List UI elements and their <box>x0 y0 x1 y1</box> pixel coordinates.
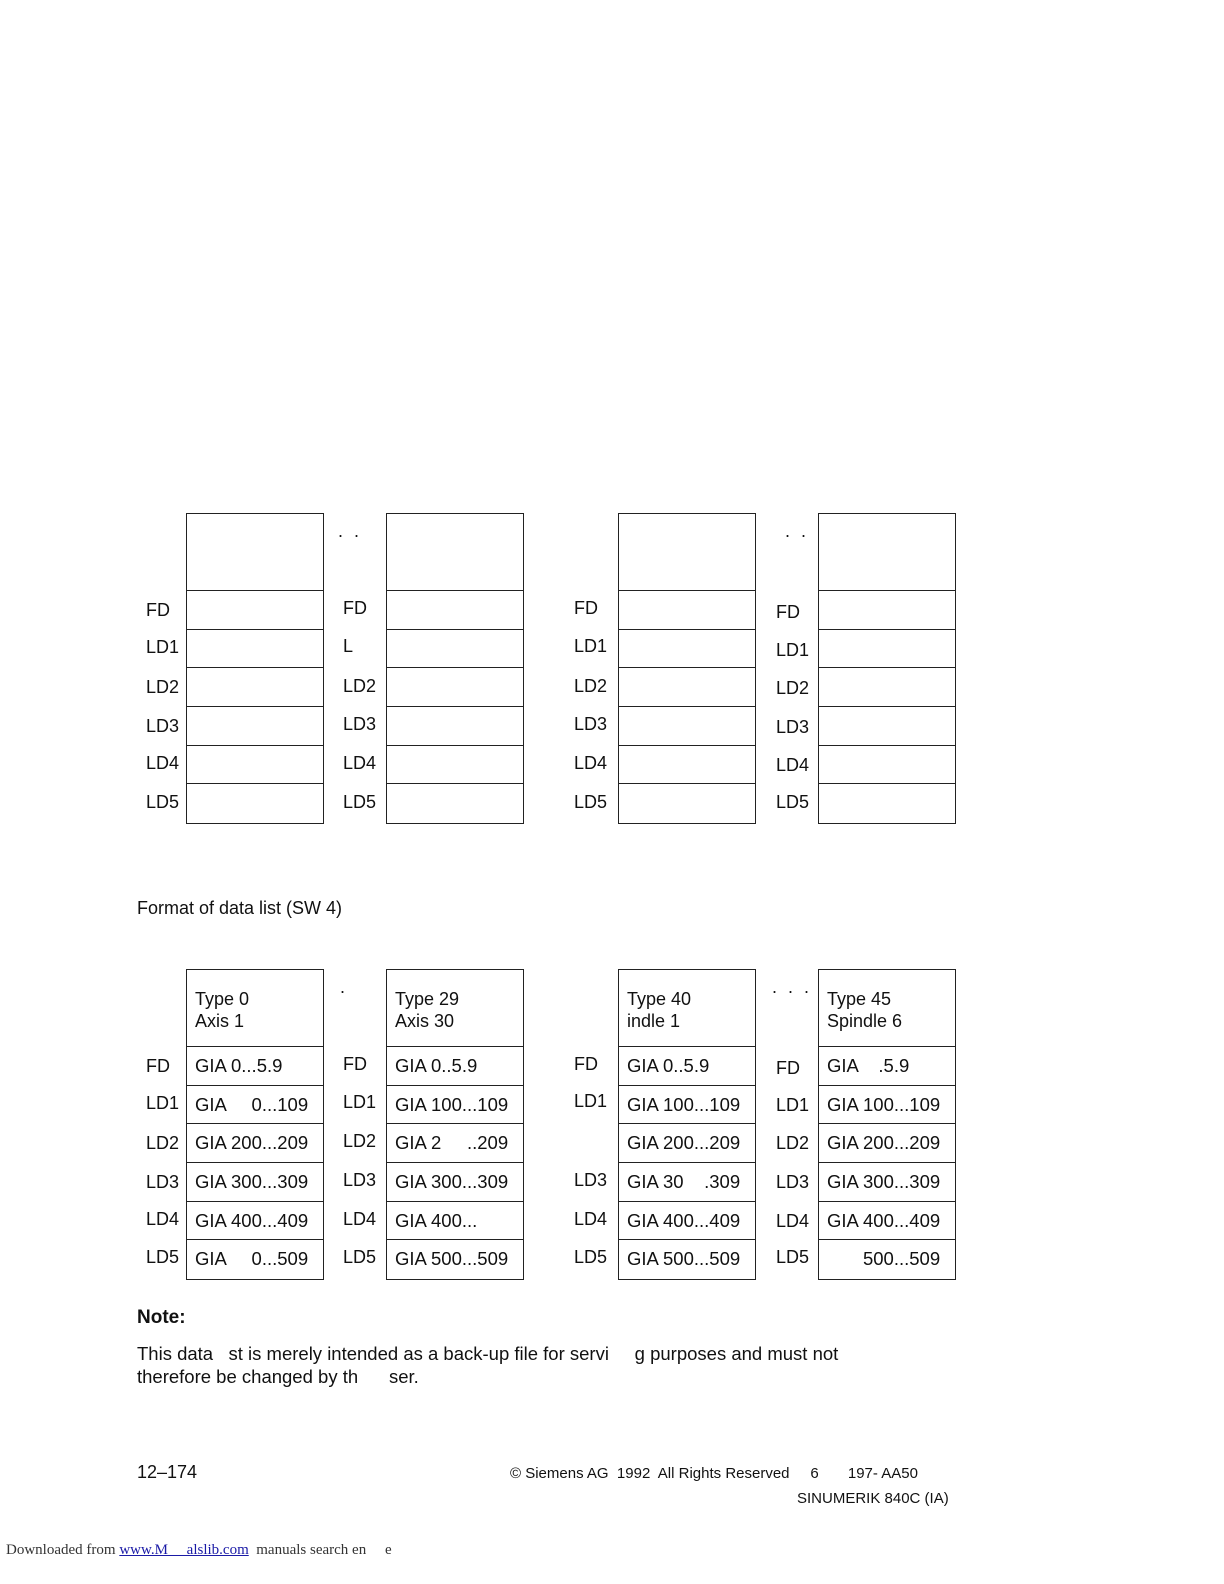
data-cell: GIA .5.9 <box>819 1047 955 1086</box>
data-cell: GIA 100...109 <box>619 1086 755 1125</box>
type-title: Type 0 <box>195 989 250 1009</box>
data-box <box>386 969 524 1280</box>
note-line-2: therefore be changed by th ser. <box>137 1366 419 1387</box>
download-prefix: Downloaded from <box>6 1542 120 1558</box>
data-cell: GIA 300...309 <box>187 1163 323 1202</box>
row-label: FD <box>146 600 170 620</box>
row-label: LD2 <box>343 1131 377 1151</box>
data-cell: GIA 30 .309 <box>619 1163 755 1202</box>
data-cell: GIA 400...409 <box>819 1202 955 1241</box>
footer-product: SINUMERIK 840C (IA) <box>797 1490 949 1507</box>
data-cell: GIA 500...509 <box>395 1248 509 1270</box>
row-label: LD5 <box>146 792 180 812</box>
row-label: FD <box>776 1058 800 1078</box>
row-label: LD2 <box>146 677 180 697</box>
row-label: FD <box>574 1054 598 1074</box>
data-cell: GIA 200...209 <box>187 1124 323 1163</box>
row-label: LD2 <box>146 1133 180 1153</box>
row-label: LD3 <box>343 1170 377 1190</box>
row-label: FD <box>343 598 367 618</box>
data-cell: GIA 0..5.9 <box>387 1047 523 1086</box>
data-box <box>386 513 524 824</box>
row-label: LD4 <box>574 1209 608 1229</box>
row-label: LD3 <box>574 1170 608 1190</box>
data-cell: GIA 400...409 <box>619 1202 755 1241</box>
row-label: LD2 <box>776 678 810 698</box>
data-box <box>818 513 956 824</box>
page-number: 12–174 <box>137 1462 198 1482</box>
download-link[interactable]: www.M alslib.com <box>119 1542 249 1558</box>
note-line-1: This data st is merely intended as a back-up file for servi g purposes and must not <box>137 1343 839 1364</box>
data-cell: GIA 100...109 <box>819 1086 955 1125</box>
data-cell: GIA 200...209 <box>619 1124 755 1163</box>
data-box <box>618 513 756 824</box>
row-label: LD5 <box>343 792 377 812</box>
row-label: LD5 <box>776 1247 810 1267</box>
data-box <box>818 969 956 1280</box>
data-cell: GIA 100...109 <box>387 1086 523 1125</box>
row-label: LD3 <box>776 717 810 737</box>
row-label: LD4 <box>343 753 377 773</box>
type-title: Type 29 <box>395 989 460 1009</box>
bottom-dots-1: . <box>340 977 349 997</box>
data-box <box>618 969 756 1280</box>
row-label: LD4 <box>776 1211 810 1231</box>
row-label: FD <box>146 1056 170 1076</box>
row-label: LD1 <box>574 1091 608 1111</box>
type-title: Type 40 <box>627 989 692 1009</box>
row-label: LD4 <box>776 755 810 775</box>
row-label: LD3 <box>146 1172 180 1192</box>
top-dots-2: . . <box>785 521 810 541</box>
data-cell: GIA 0..5.9 <box>619 1047 755 1086</box>
row-label: LD1 <box>776 640 810 660</box>
row-label: FD <box>343 1054 367 1074</box>
row-label: LD5 <box>343 1247 377 1267</box>
data-box <box>186 969 324 1280</box>
footer-copyright: © Siemens AG 1992 All Rights Reserved 6 197- AA50 <box>510 1465 918 1482</box>
row-label: LD3 <box>776 1172 810 1192</box>
data-box <box>186 513 324 824</box>
row-label: LD3 <box>574 714 608 734</box>
row-label: LD1 <box>574 636 608 656</box>
data-cell: GIA 0...5.9 <box>187 1047 323 1086</box>
type-subtitle: indle 1 <box>627 1011 681 1031</box>
row-label: LD1 <box>776 1095 810 1115</box>
data-cell: GIA 300...309 <box>819 1163 955 1202</box>
note-heading: Note: <box>137 1307 186 1328</box>
row-label: LD2 <box>776 1133 810 1153</box>
row-label: LD2 <box>343 676 377 696</box>
download-bar <box>6 1542 392 1559</box>
row-label: LD4 <box>343 1209 377 1229</box>
top-dots-1: . . <box>338 521 363 541</box>
row-label: LD4 <box>146 753 180 773</box>
type-subtitle: Spindle 6 <box>827 1011 903 1031</box>
row-label: LD4 <box>574 753 608 773</box>
row-label: LD1 <box>343 1092 377 1112</box>
data-cell: GIA 0...109 <box>187 1086 323 1125</box>
data-cell: GIA 0...509 <box>195 1248 309 1270</box>
row-label: LD1 <box>146 1093 180 1113</box>
row-label: LD4 <box>146 1209 180 1229</box>
data-cell: GIA 2 ..209 <box>387 1124 523 1163</box>
type-subtitle: Axis 30 <box>395 1011 455 1031</box>
data-cell: GIA 300...309 <box>387 1163 523 1202</box>
data-cell: 500...509 <box>827 1248 941 1270</box>
row-label: FD <box>574 598 598 618</box>
row-label: FD <box>776 602 800 622</box>
row-label: LD3 <box>343 714 377 734</box>
data-cell: GIA 500...509 <box>627 1248 741 1270</box>
bottom-dots-2: . . . <box>772 977 813 997</box>
data-cell: GIA 400... <box>387 1202 523 1241</box>
row-label: LD5 <box>146 1247 180 1267</box>
data-cell: GIA 400...409 <box>187 1202 323 1241</box>
download-suffix: manuals search en e <box>248 1542 392 1558</box>
row-label: LD1 <box>146 637 180 657</box>
row-label: LD2 <box>574 676 608 696</box>
row-label: LD5 <box>574 1247 608 1267</box>
type-title: Type 45 <box>827 989 892 1009</box>
type-subtitle: Axis 1 <box>195 1011 245 1031</box>
data-cell: GIA 200...209 <box>819 1124 955 1163</box>
row-label: L <box>343 636 354 656</box>
row-label: LD5 <box>776 792 810 812</box>
row-label: LD5 <box>574 792 608 812</box>
row-label: LD3 <box>146 716 180 736</box>
diagram-caption: Format of data list (SW 4) <box>137 898 343 918</box>
